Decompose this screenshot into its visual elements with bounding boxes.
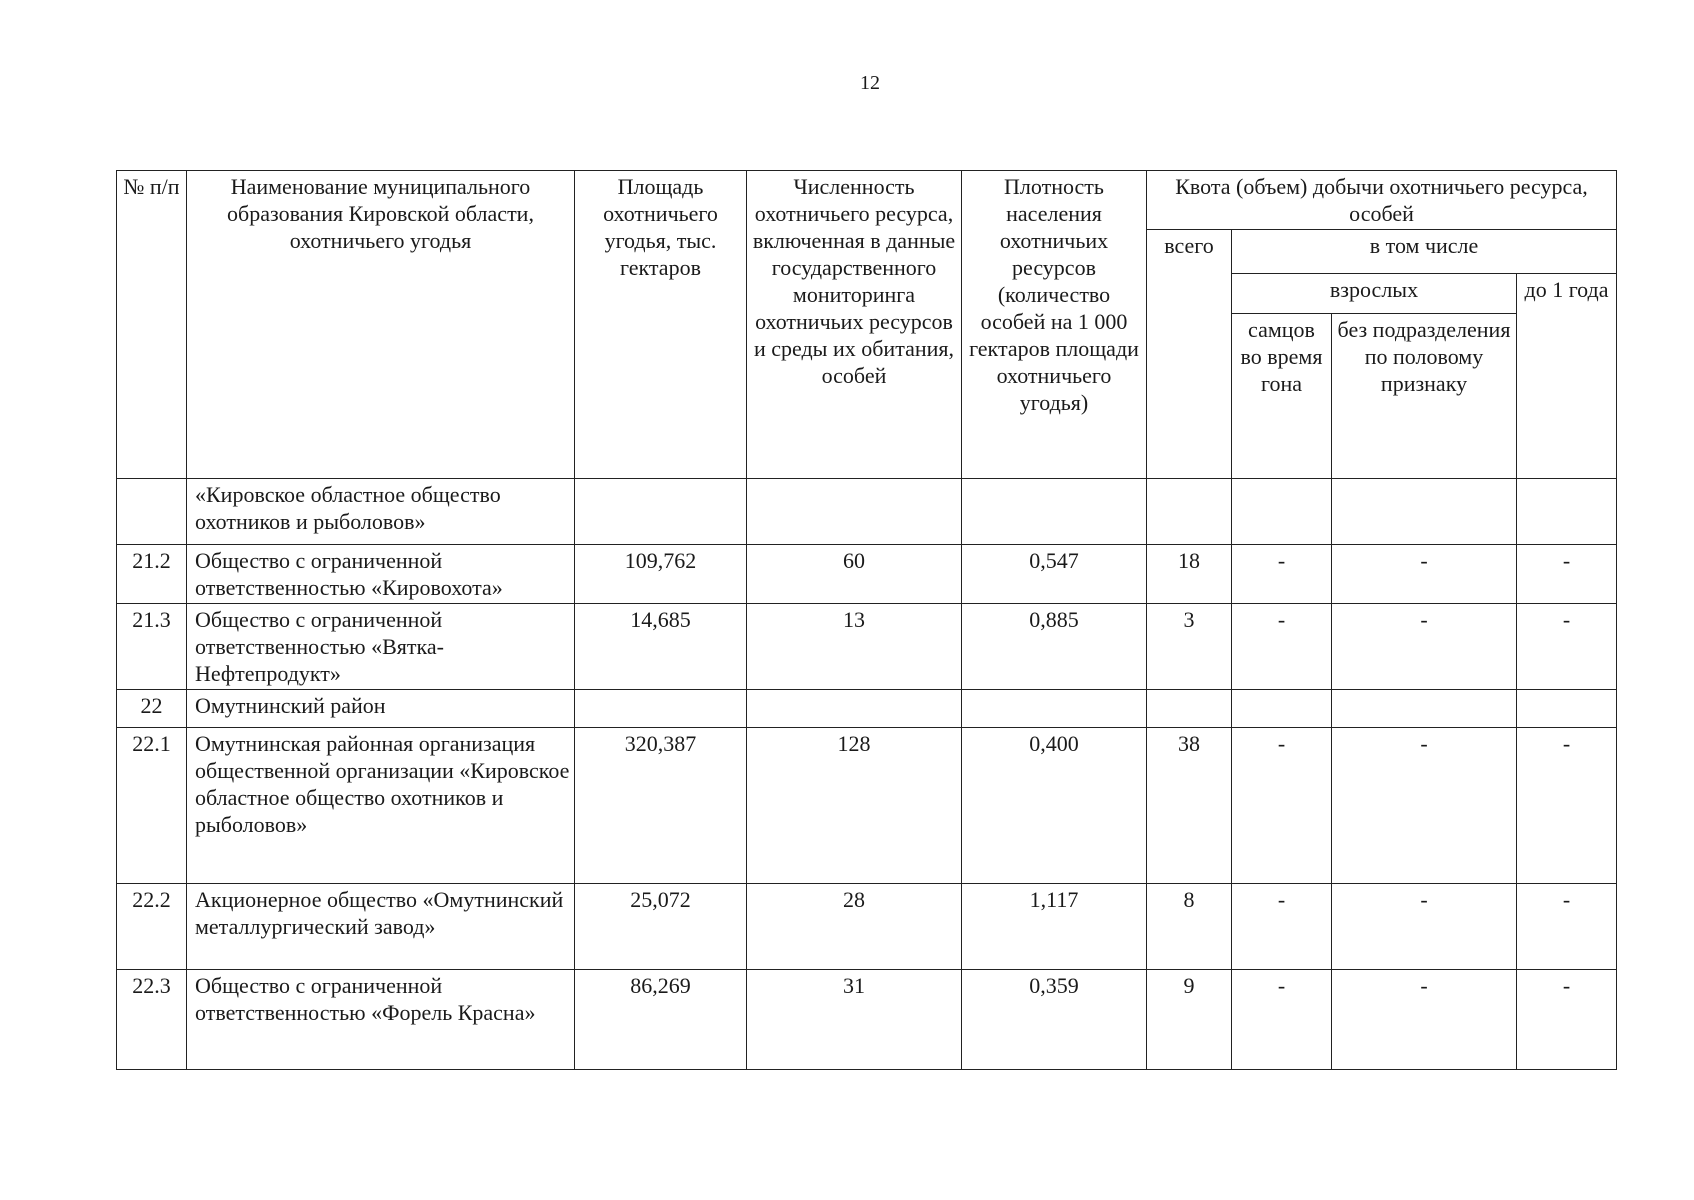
row-count: 28	[747, 884, 962, 970]
row-area: 320,387	[575, 728, 747, 884]
table-row	[117, 690, 1617, 728]
table-row	[117, 970, 1617, 1070]
row-males: -	[1232, 545, 1332, 604]
table-row	[117, 728, 1617, 884]
quota-table	[116, 170, 1617, 1070]
row-num: 22.3	[117, 970, 187, 1070]
header-quota: Квота (объем) добычи охотничьего ресурса, особей	[1147, 171, 1617, 230]
row-num	[117, 479, 187, 545]
row-name: Общество с ограниченной ответственностью «Форель Красна»	[187, 970, 575, 1070]
row-total	[1147, 479, 1232, 545]
table-row	[117, 545, 1617, 604]
header-name: Наименование муниципального образования Кировской области, охотничьего угодья	[187, 171, 575, 479]
row-under-one: -	[1517, 545, 1617, 604]
row-no-sex: -	[1332, 970, 1517, 1070]
row-no-sex: -	[1332, 884, 1517, 970]
row-total: 3	[1147, 604, 1232, 690]
header-density: Плотность населения охотничьих ресурсов (количество особей на 1 000 гектаров площади охотничьего угодья)	[962, 171, 1147, 479]
row-num: 22	[117, 690, 187, 728]
row-under-one: -	[1517, 970, 1617, 1070]
row-density	[962, 690, 1147, 728]
row-area: 86,269	[575, 970, 747, 1070]
row-males: -	[1232, 728, 1332, 884]
row-density: 0,547	[962, 545, 1147, 604]
row-name: Омутнинская районная организация общественной организации «Кировское областное общество охотников и рыболовов»	[187, 728, 575, 884]
row-males	[1232, 690, 1332, 728]
row-density: 1,117	[962, 884, 1147, 970]
row-density: 0,400	[962, 728, 1147, 884]
row-males: -	[1232, 884, 1332, 970]
header-num: № п/п	[117, 171, 187, 479]
row-name: «Кировское областное общество охотников и рыболовов»	[187, 479, 575, 545]
row-under-one: -	[1517, 884, 1617, 970]
row-count: 128	[747, 728, 962, 884]
row-no-sex: -	[1332, 604, 1517, 690]
row-name: Омутнинский район	[187, 690, 575, 728]
row-area: 109,762	[575, 545, 747, 604]
row-males: -	[1232, 970, 1332, 1070]
row-total: 8	[1147, 884, 1232, 970]
row-area: 25,072	[575, 884, 747, 970]
row-total: 38	[1147, 728, 1232, 884]
row-under-one: -	[1517, 728, 1617, 884]
row-count: 13	[747, 604, 962, 690]
page-number: 12	[860, 72, 880, 94]
row-count: 60	[747, 545, 962, 604]
row-name: Общество с ограниченной ответственностью «Кировохота»	[187, 545, 575, 604]
row-area	[575, 690, 747, 728]
table-row	[117, 604, 1617, 690]
header-males: самцов во время гона	[1232, 314, 1332, 479]
header-area: Площадь охотничьего угодья, тыс. гектаров	[575, 171, 747, 479]
row-no-sex: -	[1332, 545, 1517, 604]
header-no-sex: без подразделения по половому признаку	[1332, 314, 1517, 479]
row-under-one	[1517, 479, 1617, 545]
header-under-one: до 1 года	[1517, 274, 1617, 479]
row-num: 21.2	[117, 545, 187, 604]
row-num: 22.1	[117, 728, 187, 884]
row-density: 0,359	[962, 970, 1147, 1070]
table-row	[117, 884, 1617, 970]
row-no-sex	[1332, 479, 1517, 545]
row-density: 0,885	[962, 604, 1147, 690]
row-area	[575, 479, 747, 545]
header-count: Численность охотничьего ресурса, включенная в данные государственного мониторинга охотничьих ресурсов и среды их обитания, особей	[747, 171, 962, 479]
row-count	[747, 479, 962, 545]
row-num: 22.2	[117, 884, 187, 970]
row-total: 9	[1147, 970, 1232, 1070]
row-density	[962, 479, 1147, 545]
header-total: всего	[1147, 230, 1232, 479]
row-num: 21.3	[117, 604, 187, 690]
row-no-sex	[1332, 690, 1517, 728]
row-area: 14,685	[575, 604, 747, 690]
row-total: 18	[1147, 545, 1232, 604]
row-males	[1232, 479, 1332, 545]
row-under-one	[1517, 690, 1617, 728]
row-males: -	[1232, 604, 1332, 690]
row-no-sex: -	[1332, 728, 1517, 884]
header-adults: взрослых	[1232, 274, 1517, 314]
row-under-one: -	[1517, 604, 1617, 690]
row-count	[747, 690, 962, 728]
row-name: Акционерное общество «Омутнинский металлургический завод»	[187, 884, 575, 970]
row-count: 31	[747, 970, 962, 1070]
table-row	[117, 479, 1617, 545]
header-including: в том числе	[1232, 230, 1617, 274]
row-name: Общество с ограниченной ответственностью «Вятка-Нефтепродукт»	[187, 604, 575, 690]
row-total	[1147, 690, 1232, 728]
